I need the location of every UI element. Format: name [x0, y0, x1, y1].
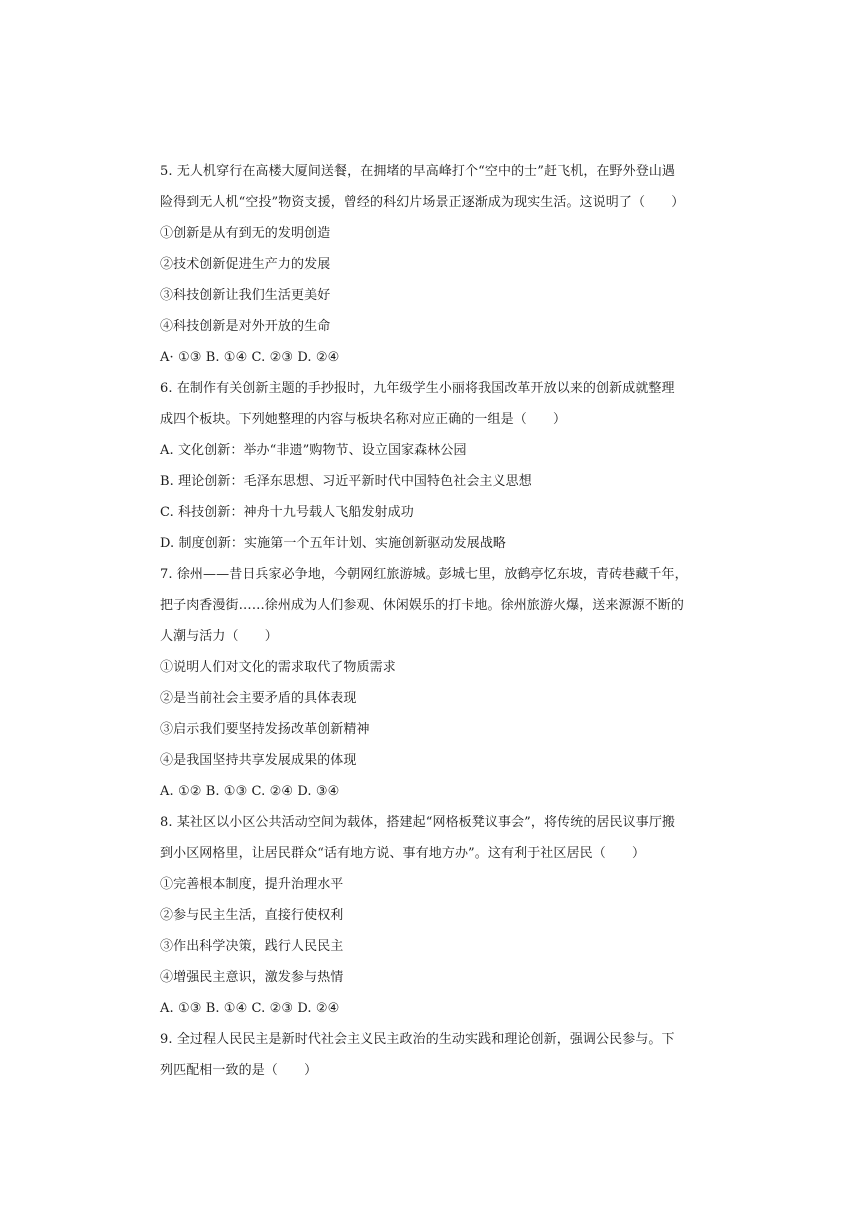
question-stem-line: 成四个板块。下列她整理的内容与板块名称对应正确的一组是（ ）: [160, 412, 567, 427]
option-line: ①说明人们对文化的需求取代了物质需求: [160, 660, 396, 675]
option-line: C. 科技创新：神舟十九号载人飞船发射成功: [160, 505, 414, 520]
question-list: [160, 156, 720, 1086]
question-stem-line: 把子肉香漫街……徐州成为人们参观、休闲娱乐的打卡地。徐州旅游火爆，送来源源不断的: [160, 598, 685, 613]
option-line: ④增强民主意识，激发参与热情: [160, 970, 344, 985]
question-6: [160, 373, 720, 559]
option-line: D. 制度创新：实施第一个五年计划、实施创新驱动发展战略: [160, 536, 507, 551]
question-7: [160, 559, 720, 807]
option-line: ①完善根本制度，提升治理水平: [160, 877, 344, 892]
question-9: [160, 1024, 720, 1086]
question-stem-line: 列匹配相一致的是（ ）: [160, 1063, 318, 1078]
option-line: ④是我国坚持共享发展成果的体现: [160, 753, 357, 768]
option-line: ④科技创新是对外开放的生命: [160, 319, 331, 334]
option-line: ②是当前社会主要矛盾的具体表现: [160, 691, 357, 706]
answer-choices: A. ①② B. ①③ C. ②④ D. ③④: [160, 784, 340, 799]
option-line: ①创新是从有到无的发明创造: [160, 226, 331, 241]
question-stem-line: 5. 无人机穿行在高楼大厦间送餐，在拥堵的早高峰打个“空中的士”赶飞机，在野外登山遇: [160, 164, 676, 179]
option-line: ②技术创新促进生产力的发展: [160, 257, 331, 272]
answer-choices: A. ①③ B. ①④ C. ②③ D. ②④: [160, 1001, 340, 1016]
answer-choices: A· ①③ B. ①④ C. ②③ D. ②④: [160, 350, 340, 365]
option-line: ②参与民主生活，直接行使权利: [160, 908, 344, 923]
question-stem-line: 9. 全过程人民民主是新时代社会主义民主政治的生动实践和理论创新，强调公民参与。下: [160, 1032, 675, 1047]
question-8: [160, 807, 720, 1024]
question-5: [160, 156, 720, 373]
question-stem-line: 到小区网格里，让居民群众“话有地方说、事有地方办”。这有利于社区居民（ ）: [160, 846, 646, 861]
option-line: A. 文化创新：举办“非遗”购物节、设立国家森林公园: [160, 443, 467, 458]
question-stem-line: 8. 某社区以小区公共活动空间为载体，搭建起“网格板凳议事会”，将传统的居民议事厅搬: [160, 815, 676, 830]
question-stem-line: 人潮与活力（ ）: [160, 629, 278, 644]
question-stem-line: 6. 在制作有关创新主题的手抄报时，九年级学生小丽将我国改革开放以来的创新成就整理: [160, 381, 675, 396]
question-stem-line: 险得到无人机“空投”物资支援，曾经的科幻片场景正逐渐成为现实生活。这说明了（ ）: [160, 195, 685, 210]
option-line: ③科技创新让我们生活更美好: [160, 288, 331, 303]
option-line: ③启示我们要坚持发扬改革创新精神: [160, 722, 370, 737]
option-line: ③作出科学决策，践行人民民主: [160, 939, 344, 954]
option-line: B. 理论创新：毛泽东思想、习近平新时代中国特色社会主义思想: [160, 474, 532, 489]
question-stem-line: 7. 徐州——昔日兵家必争地，今朝网红旅游城。彭城七里，放鹤亭忆东坡，青砖巷藏千年，: [160, 567, 688, 582]
